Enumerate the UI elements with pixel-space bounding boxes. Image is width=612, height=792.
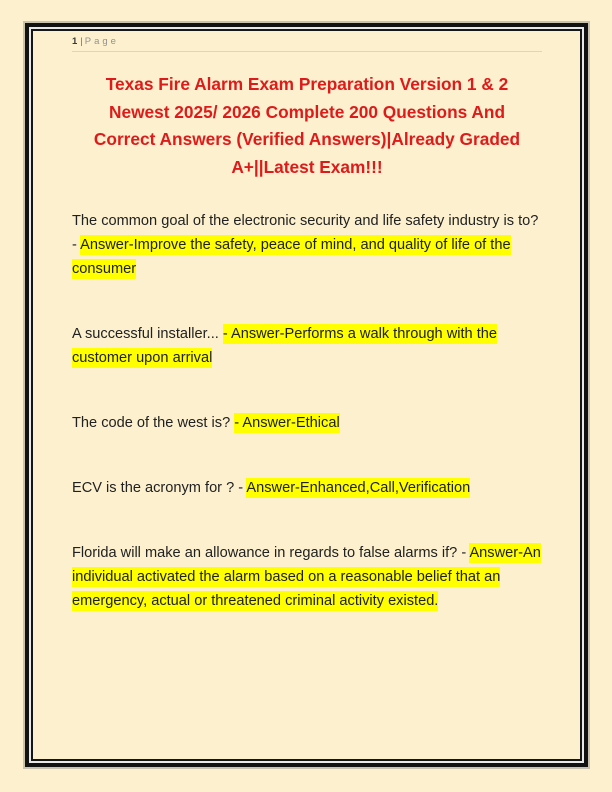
answer-text-highlighted: - Answer-Ethical: [234, 415, 340, 431]
qa-item: [72, 322, 542, 370]
question-text: The common goal of the electronic security and life safety industry is to? -: [72, 213, 539, 253]
answer-text-highlighted: Answer-Improve the safety, peace of mind, and quality of life of the consumer: [72, 237, 511, 277]
title-line: A+||Latest Exam!!!: [231, 156, 383, 177]
answer-text-highlighted: - Answer-Performs a walk through with the customer upon arrival: [72, 326, 498, 366]
page-content: [72, 36, 542, 654]
question-text: A successful installer...: [72, 326, 223, 342]
question-text: ECV is the acronym for ? -: [72, 480, 247, 496]
qa-item: [72, 411, 542, 435]
title-line: Newest 2025/ 2026 Complete 200 Questions And: [108, 101, 506, 122]
qa-item: [72, 541, 542, 613]
title-line: Texas Fire Alarm Exam Preparation Version 1 & 2: [105, 74, 509, 94]
answer-text-highlighted: Answer-Enhanced,Call,Verification: [246, 480, 471, 496]
header-rule: [72, 51, 542, 52]
page-header-label: Page: [84, 36, 119, 47]
answer-text-highlighted: Answer-An individual activated the alarm based on a reasonable belief that an emergency, actual or threatened criminal activity existed.: [72, 545, 541, 609]
document-title: [72, 71, 542, 181]
question-text: Florida will make an allowance in regards to false alarms if? -: [72, 545, 470, 561]
page-header-separator: |: [80, 36, 83, 47]
qa-item: [72, 209, 542, 281]
qa-item: [72, 476, 542, 500]
page-number: 1: [72, 36, 79, 47]
question-text: The code of the west is?: [72, 415, 235, 431]
page-header: [72, 36, 542, 48]
title-line: Correct Answers (Verified Answers)|Already Graded: [93, 129, 521, 149]
